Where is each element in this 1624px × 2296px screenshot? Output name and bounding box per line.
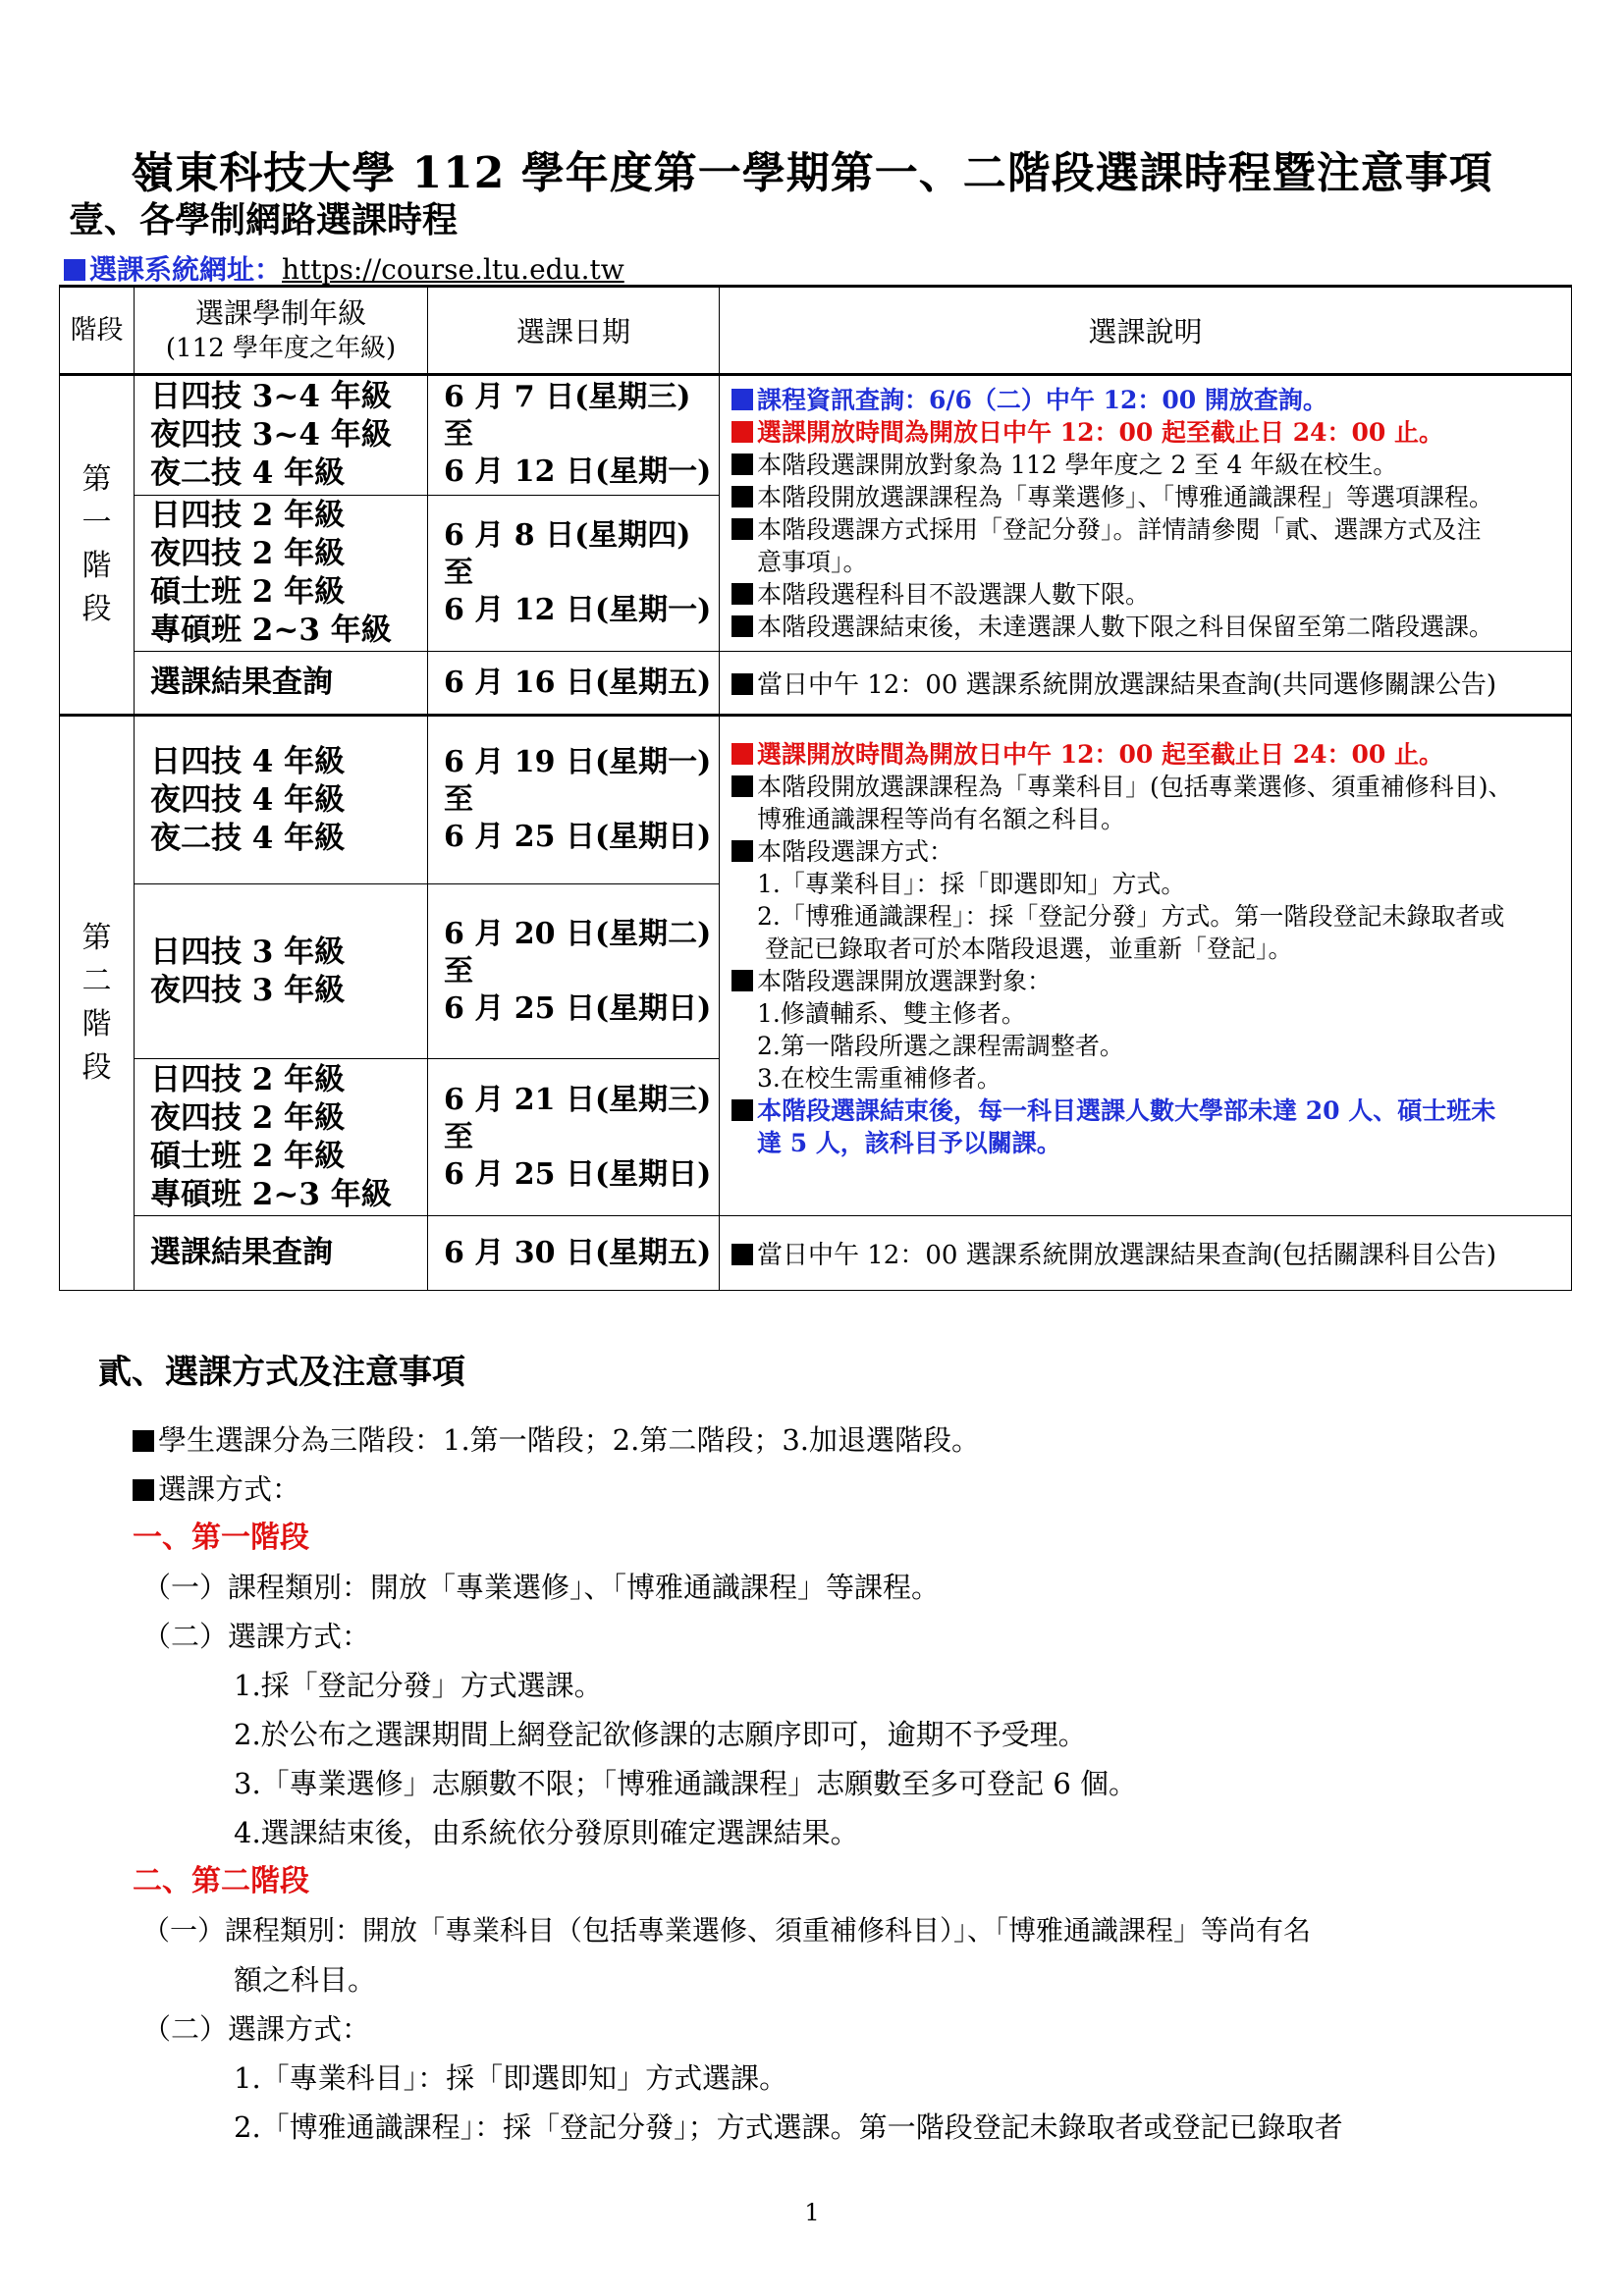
square-bullet-icon	[64, 259, 85, 281]
desc-item: 博雅通識課程等尚有名額之科目。	[757, 805, 1126, 833]
desc-item: 選課開放時間為開放日中午 12：00 起至截止日 24：00 止。	[731, 738, 1561, 771]
url-label: 選課系統網址：	[89, 253, 283, 286]
desc-item: 本階段選課結束後，未達選課人數下限之科目保留至第二階段選課。	[731, 611, 1561, 643]
section2-line: 2.於公布之選課期間上網登記欲修課的志願序即可，逾期不予受理。	[234, 1718, 1087, 1751]
desc-item: 意事項」。	[757, 548, 868, 576]
stage2-result-date: 6 月 30 日(星期五)	[428, 1216, 720, 1291]
header-date: 選課日期	[428, 287, 720, 375]
desc-item: 本階段選課開放選課對象：	[731, 965, 1561, 997]
url-line	[64, 248, 624, 288]
subsection-heading: 二、第二階段	[133, 1864, 309, 1898]
desc-item: 2.「博雅通識課程」：採「登記分發」方式。第一階段登記未錄取者或	[757, 902, 1505, 931]
desc-item: 達 5 人，該科目予以關課。	[757, 1129, 1061, 1157]
square-bullet-icon	[731, 1099, 753, 1121]
square-bullet-icon	[731, 775, 753, 797]
section2-line: 3.「專業選修」志願數不限；「博雅通識課程」志願數至多可登記 6 個。	[234, 1767, 1138, 1800]
desc-item: 選課開放時間為開放日中午 12：00 起至截止日 24：00 止。	[731, 416, 1561, 449]
stage2-row3-grades: 日四技 2 年級 夜四技 2 年級 碩士班 2 年級 專碩班 2~3 年級	[135, 1059, 428, 1216]
section2-line: 1.採「登記分發」方式選課。	[234, 1669, 603, 1702]
page-number: 1	[804, 2199, 820, 2226]
header-desc: 選課說明	[720, 287, 1572, 375]
square-bullet-icon	[731, 454, 753, 475]
desc-item: 本階段選程科目不設選課人數下限。	[731, 578, 1561, 611]
desc-item: 3.在校生需重補修者。	[757, 1064, 1001, 1093]
desc-item: 本階段選課方式採用「登記分發」。詳情請參閱「貳、選課方式及注	[731, 513, 1561, 546]
section2-line: 1.「專業科目」：採「即選即知」方式選課。	[234, 2061, 788, 2095]
section2-line: 額之科目。	[234, 1963, 377, 1997]
stage2-row3-dates: 6 月 21 日(星期三)至 6 月 25 日(星期日)	[428, 1059, 720, 1216]
square-bullet-icon	[731, 1244, 753, 1265]
table-row	[60, 375, 1572, 496]
desc-item: 本階段選課方式：	[731, 835, 1561, 868]
desc-item: 本階段開放選課課程為「專業選修」、「博雅通識課程」等選項課程。	[731, 481, 1561, 513]
desc-item: 1.「專業科目」：採「即選即知」方式。	[757, 870, 1186, 898]
stage2-description	[720, 716, 1572, 1216]
square-bullet-icon	[731, 743, 753, 765]
table-row	[60, 716, 1572, 884]
header-stage: 階段	[60, 287, 135, 375]
section2-line: 選課方式：	[133, 1469, 300, 1509]
stage1-result-desc: 當日中午 12：00 選課系統開放選課結果查詢(共同選修關課公告)	[720, 652, 1572, 716]
stage2-row2-dates: 6 月 20 日(星期二)至 6 月 25 日(星期日)	[428, 884, 720, 1059]
stage2-label: 第二階段	[60, 716, 135, 1291]
course-system-link[interactable]: https://course.ltu.edu.tw	[282, 253, 624, 286]
section2-line: （一）課程類別：開放「專業科目（包括專業選修、須重補修科目）」、「博雅通識課程」等尚有名	[142, 1914, 1312, 1947]
desc-item: 1.修讀輔系、雙主修者。	[757, 999, 1026, 1028]
stage1-label: 第一階段	[60, 375, 135, 716]
square-bullet-icon	[731, 673, 753, 695]
table-row	[60, 1216, 1572, 1291]
section2-line: （二）選課方式：	[142, 1620, 371, 1653]
section1-heading: 壹、各學制網路選課時程	[69, 199, 459, 240]
square-bullet-icon	[133, 1479, 154, 1501]
schedule-table	[59, 285, 1572, 1291]
stage1-row1-dates: 6 月 7 日(星期三)至 6 月 12 日(星期一)	[428, 375, 720, 496]
section2-line: 2.「博雅通識課程」：採「登記分發」；方式選課。第一階段登記未錄取者或登記已錄取者	[234, 2110, 1343, 2144]
section2-line: 學生選課分為三階段：1.第一階段；2.第二階段；3.加退選階段。	[133, 1420, 980, 1460]
square-bullet-icon	[731, 840, 753, 862]
square-bullet-icon	[731, 421, 753, 443]
square-bullet-icon	[731, 518, 753, 540]
subsection-heading: 一、第一階段	[133, 1521, 309, 1555]
stage2-row1-grades: 日四技 4 年級 夜四技 4 年級 夜二技 4 年級	[135, 716, 428, 884]
stage1-result-label: 選課結果查詢	[135, 652, 428, 716]
stage1-description	[720, 375, 1572, 652]
desc-item: 本階段選課結束後，每一科目選課人數大學部未達 20 人、碩士班未	[731, 1095, 1561, 1127]
desc-item: 課程資訊查詢：6/6（二）中午 12：00 開放查詢。	[731, 384, 1561, 416]
stage1-row1-grades: 日四技 3~4 年級 夜四技 3~4 年級 夜二技 4 年級	[135, 375, 428, 496]
stage2-row2-grades: 日四技 3 年級 夜四技 3 年級	[135, 884, 428, 1059]
table-row	[60, 652, 1572, 716]
section2-line: （一）課程類別：開放「專業選修」、「博雅通識課程」等課程。	[142, 1571, 941, 1604]
square-bullet-icon	[133, 1430, 154, 1452]
stage1-result-date: 6 月 16 日(星期五)	[428, 652, 720, 716]
section2-heading: 貳、選課方式及注意事項	[98, 1353, 465, 1392]
section2-line: （二）選課方式：	[142, 2012, 371, 2046]
desc-item: 登記已錄取者可於本階段退選，並重新「登記」。	[765, 934, 1293, 963]
document-title: 嶺東科技大學 112 學年度第一學期第一、二階段選課時程暨注意事項	[131, 148, 1493, 198]
stage2-row1-dates: 6 月 19 日(星期一)至 6 月 25 日(星期日)	[428, 716, 720, 884]
square-bullet-icon	[731, 615, 753, 637]
square-bullet-icon	[731, 389, 753, 410]
stage1-row2-dates: 6 月 8 日(星期四)至 6 月 12 日(星期一)	[428, 495, 720, 651]
square-bullet-icon	[731, 970, 753, 991]
stage2-result-desc: 當日中午 12：00 選課系統開放選課結果查詢(包括關課科目公告)	[720, 1216, 1572, 1291]
stage1-row2-grades: 日四技 2 年級 夜四技 2 年級 碩士班 2 年級 專碩班 2~3 年級	[135, 495, 428, 651]
section2-line: 4.選課結束後，由系統依分發原則確定選課結果。	[234, 1816, 859, 1849]
desc-item: 本階段選課開放對象為 112 學年度之 2 至 4 年級在校生。	[731, 449, 1561, 481]
table-header-row	[60, 287, 1572, 375]
square-bullet-icon	[731, 583, 753, 605]
stage2-result-label: 選課結果查詢	[135, 1216, 428, 1291]
header-grade: 選課學制年級 (112 學年度之年級)	[135, 287, 428, 375]
square-bullet-icon	[731, 486, 753, 507]
desc-item: 2.第一階段所選之課程需調整者。	[757, 1032, 1124, 1060]
desc-item: 本階段開放選課課程為「專業科目」(包括專業選修、須重補修科目)、	[731, 771, 1561, 803]
